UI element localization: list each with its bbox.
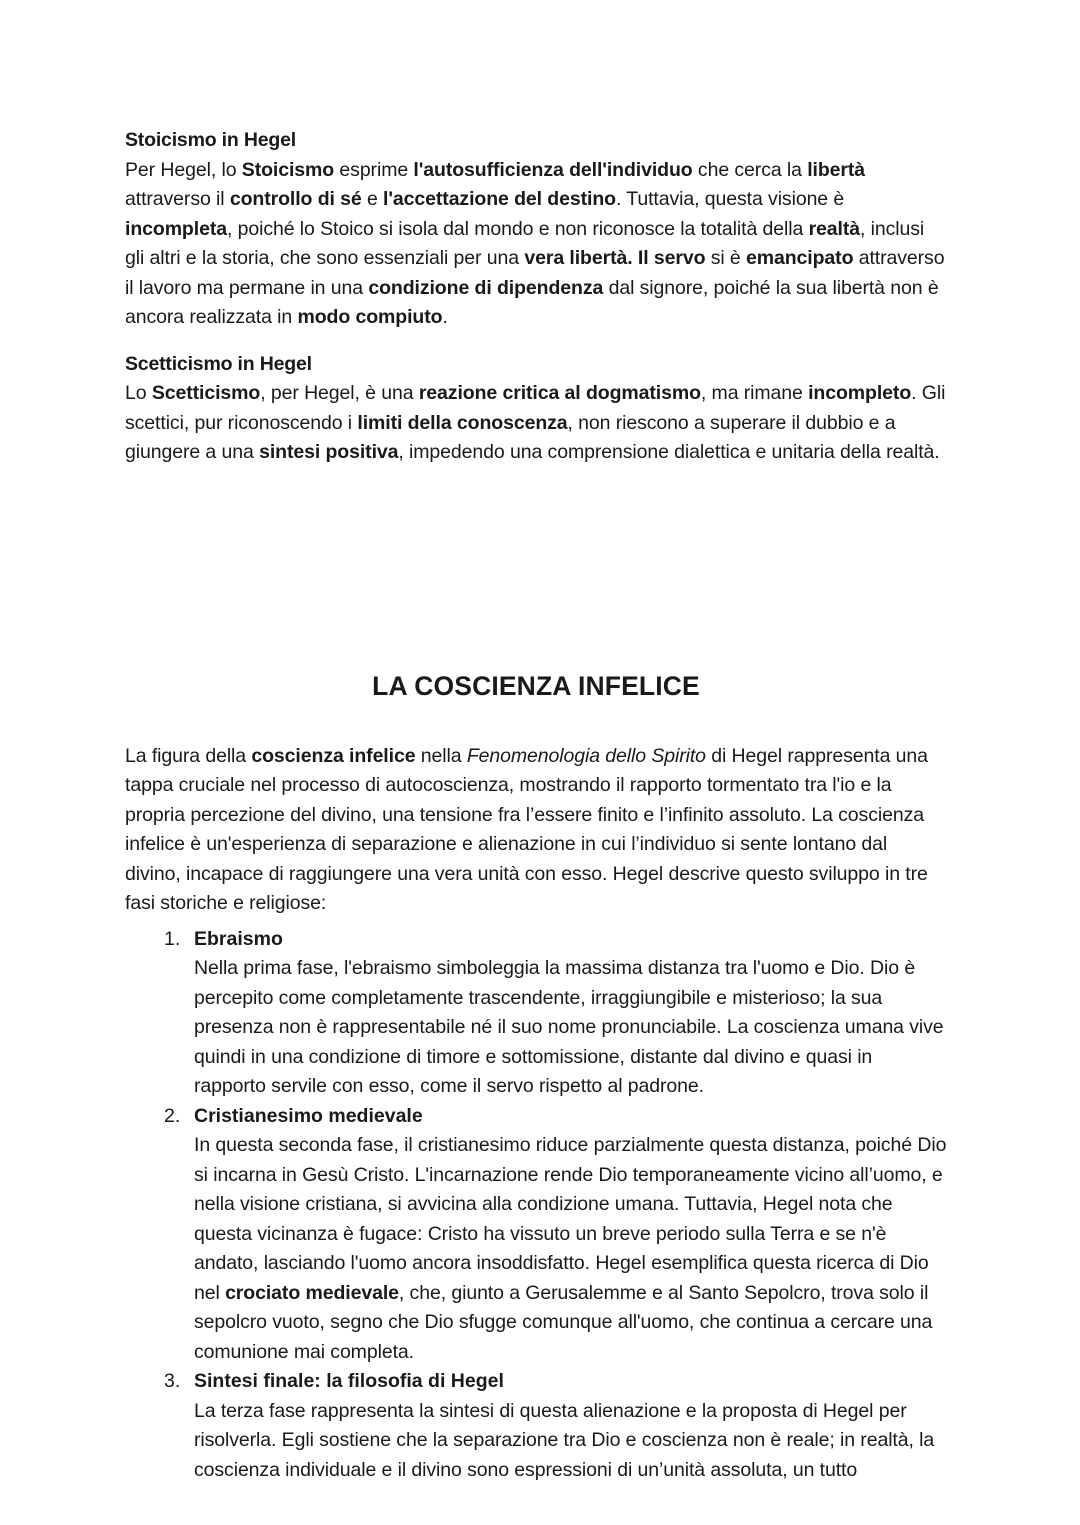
- section-heading-scetticismo: Scetticismo in Hegel: [125, 352, 312, 375]
- section-paragraph-stoicismo: Per Hegel, lo Stoicismo esprime l'autosufficienza dell'individuo che cerca la libertà attraverso il controllo di sé e l'accettazione del destino. Tuttavia, questa visione è incompleta, poiché lo Stoico si isola dal mondo e non riconosce la totalità della realtà, inclusi gli altri e la storia, che sono essenziali per una vera libertà. Il servo si è emancipato attraverso il lavoro ma permane in una condizione di dipendenza dal signore, poiché la sua libertà non è ancora realizzata in modo compiuto.: [125, 158, 945, 328]
- page-title: LA COSCIENZA INFELICE: [372, 670, 700, 701]
- phase-body: Nella prima fase, l'ebraismo simboleggia la massima distanza tra l'uomo e Dio. Dio è percepito come completamente trascendente, irraggiungibile e misterioso; la sua presenza non è rappresentabile né il suo nome pronunciabile. La coscienza umana vive quindi in una condizione di timore e sottomissione, distante dal divino e quasi in rapporto servile con esso, come il servo rispetto al padrone.: [194, 957, 944, 1097]
- section-scetticismo: [125, 350, 947, 468]
- section-stoicismo: [125, 126, 947, 333]
- section-paragraph-scetticismo: Lo Scetticismo, per Hegel, è una reazione critica al dogmatismo, ma rimane incompleto. Gli scettici, pur riconoscendo i limiti della conoscenza, non riescono a superare il dubbio e a giungere a una sintesi positiva, impedendo una comprensione dialettica e unitaria della realtà.: [125, 382, 946, 463]
- list-item: [125, 1102, 947, 1368]
- title-spacer: [125, 702, 947, 742]
- list-item: [125, 925, 947, 1102]
- document-body: [125, 126, 947, 1485]
- phase-title: Sintesi finale: la filosofia di Hegel: [194, 1370, 504, 1392]
- section-spacer: [125, 485, 947, 670]
- list-item: [125, 1367, 947, 1485]
- section-heading-stoicismo: Stoicismo in Hegel: [125, 129, 296, 151]
- intro-paragraph: La figura della coscienza infelice nella Fenomenologia dello Spirito di Hegel rappresenta una tappa cruciale nel processo di autocoscienza, mostrando il rapporto tormentato tra l'io e la propria percezione del divino, una tensione fra l’essere finito e l’infinito assoluto. La coscienza infelice è un'esperienza di separazione e alienazione in cui l’individuo si sente lontano dal divino, incapace di raggiungere una vera unità con esso. Hegel descrive questo sviluppo in tre fasi storiche e religiose:: [125, 744, 928, 914]
- phase-list: [125, 925, 947, 1486]
- phase-title: Ebraismo: [194, 927, 283, 950]
- phase-body: La terza fase rappresenta la sintesi di questa alienazione e la proposta di Hegel per risolverla. Egli sostiene che la separazione tra Dio e coscienza non è reale; in realtà, la coscienza individuale e il divino sono espressioni di un’unità assoluta, un tutto: [194, 1399, 935, 1481]
- phase-title: Cristianesimo medievale: [194, 1104, 423, 1127]
- phase-body: In questa seconda fase, il cristianesimo riduce parzialmente questa distanza, poiché Dio si incarna in Gesù Cristo. L'incarnazione rende Dio temporaneamente vicino all’uomo, e nella visione cristiana, si avvicina alla condizione umana. Tuttavia, Hegel nota che questa vicinanza è fugace: Cristo ha vissuto un breve periodo sulla Terra e se n'è andato, lasciando l'uomo ancora insoddisfatto. Hegel esemplifica questa ricerca di Dio nel crociato medievale, che, giunto a Gerusalemme e al Santo Sepolcro, trova solo il sepolcro vuoto, segno che Dio sfugge comunque all'uomo, che continua a cercare una comunione mai completa.: [194, 1134, 947, 1363]
